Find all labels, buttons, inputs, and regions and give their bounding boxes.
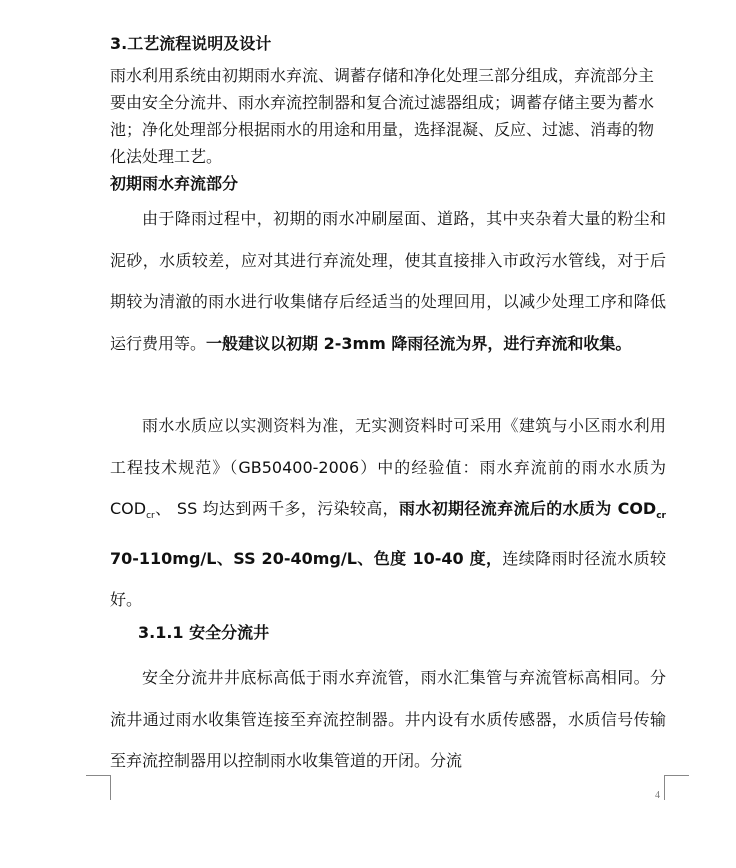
section-title: 3.工艺流程说明及设计 — [110, 34, 272, 53]
first-flush-bold-text: 一般建议以初期 2-3mm 降雨径流为界，进行弃流和收集。 — [206, 333, 632, 353]
crop-mark-right — [664, 775, 689, 800]
first-flush-paragraph — [110, 198, 666, 364]
safety-diversion-well-paragraph — [110, 657, 666, 782]
water-quality-bold-b: 70-110mg/L、SS 20-40mg/L、色度 10-40 度， — [110, 548, 503, 568]
intro-paragraph: 雨水利用系统由初期雨水弃流、调蓄存储和净化处理三部分组成，弃流部分主要由安全分流井、雨水弃流控制器和复合流过滤器组成；调蓄存储主要为蓄水池；净化处理部分根据雨水的用途和用量，选择混凝、反应、过滤、消毒的物化法处理工艺。 — [110, 66, 655, 166]
page-number: 4 — [655, 790, 660, 801]
water-quality-text-c: 连续降雨时径流水质较好。 — [110, 548, 666, 610]
subsection-title: 初期雨水弃流部分 — [110, 174, 239, 193]
safety-diversion-well-text: 安全分流井井底标高低于雨水弃流管，雨水汇集管与弃流管标高相同。分流井通过雨水收集管连接至弃流控制器。井内设有水质传感器，水质信号传输至弃流控制器用以控制雨水收集管道的开闭。分流 — [110, 668, 666, 770]
subsubsection-title: 3.1.1 安全分流井 — [138, 623, 270, 642]
water-quality-text-b: 、 SS 均达到两千多，污染较高， — [154, 499, 399, 518]
crop-mark-left — [86, 775, 111, 800]
water-quality-text — [110, 405, 666, 621]
water-quality-bold-a: 雨水初期径流弃流后的水质为 COD — [398, 499, 657, 518]
cod-subscript-1: cr — [146, 511, 155, 522]
first-flush-normal-text: 由于降雨过程中，初期的雨水冲刷屋面、道路，其中夹杂着大量的粉尘和泥砂，水质较差，应对其进行弃流处理，使其直接排入市政污水管线，对于后期较为清澈的雨水进行收集储存后经适当的处理回用，以减少处理工序和降低运行费用等。 — [110, 209, 666, 353]
cod-subscript-2: cr — [656, 511, 666, 522]
water-quality-text-a: 雨水水质应以实测资料为准，无实测资料时可采用《建筑与小区雨水利用工程技术规范》（GB50400-2006）中的经验值：雨水弃流前的雨水水质为 COD — [110, 416, 666, 518]
water-quality-paragraph — [110, 405, 666, 621]
first-flush-text — [110, 198, 666, 364]
